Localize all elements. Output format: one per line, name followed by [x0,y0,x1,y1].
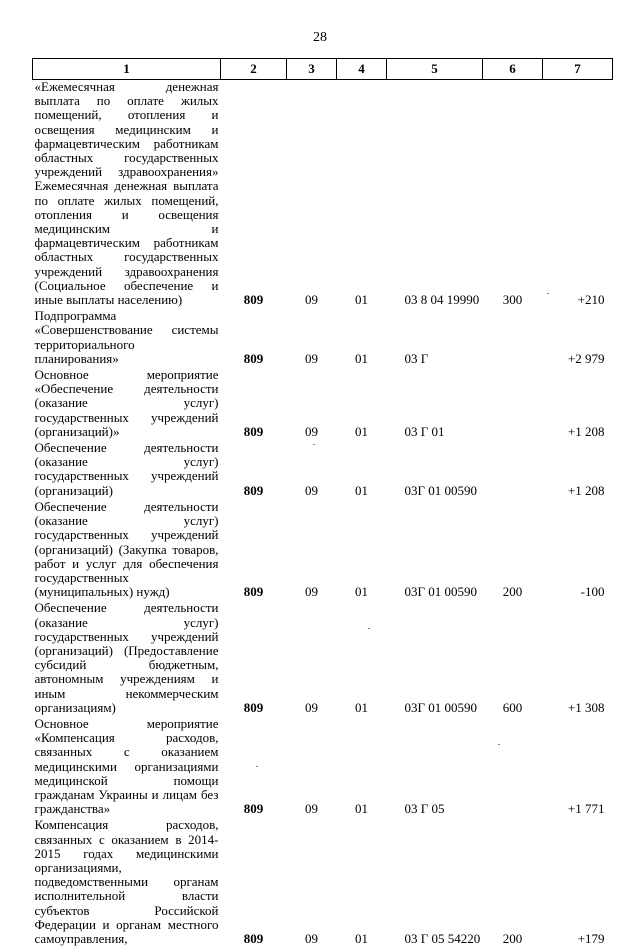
table-row [33,441,613,500]
ministry-code: 809 [243,423,264,439]
header-col-4: 4 [337,59,387,80]
table-row [33,601,613,717]
scan-speck [313,444,315,445]
amount: +1 771 [567,801,605,817]
header-row [33,59,613,80]
scan-speck [368,628,370,629]
expense-type-code [483,368,543,441]
section-code: 09 [305,350,318,366]
section-code: 09 [305,292,318,308]
table-row [33,500,613,601]
ministry-code: 809 [243,292,264,308]
target-code: 03 Г 05 54220 [404,930,481,946]
page-number: 28 [313,30,327,45]
row-description: Основное мероприятие «Обеспечение деятельности (оказание услуг) государственных учреждений (организаций)» [34,367,219,439]
table-row [33,80,613,310]
section-code: 09 [305,699,318,715]
target-code: 03Г 01 00590 [404,482,478,498]
expense-type-code [483,309,543,368]
scan-speck [547,293,549,294]
header-col-3: 3 [287,59,337,80]
section-code: 09 [305,423,318,439]
section-code: 09 [305,482,318,498]
scan-speck [498,744,500,745]
budget-table [32,58,613,948]
target-code: 03Г 01 00590 [404,699,478,715]
header-col-5: 5 [387,59,483,80]
target-code: 03 8 04 19990 [404,292,480,308]
row-description: Обеспечение деятельности (оказание услуг) государственных учреждений (организаций) (Закупка товаров, работ и услуг для обеспечения государственных (муниципальных) нужд) [34,498,219,600]
target-code: 03 Г 01 [404,423,445,439]
row-description: Обеспечение деятельности (оказание услуг) государственных учреждений (организаций) (Предоставление субсидий бюджетным, автономным учреждениям и иным некоммерческим организациям) [34,600,219,715]
expense-type-code: 200 [502,930,523,946]
section-code: 09 [305,801,318,817]
subsection-code: 01 [355,292,368,308]
target-code: 03Г 01 00590 [404,584,478,600]
section-code: 09 [305,930,318,946]
table-row [33,717,613,818]
subsection-code: 01 [355,699,368,715]
subsection-code: 01 [355,801,368,817]
expense-type-code: 200 [502,584,523,600]
table-row [33,818,613,948]
header-col-1: 1 [33,59,221,80]
target-code: 03 Г [404,350,429,366]
amount: +1 208 [567,482,605,498]
table-row [33,309,613,368]
ministry-code: 809 [243,482,264,498]
row-description: Основное мероприятие «Компенсация расходов, связанных с оказанием медицинскими организациями медицинской помощи гражданам Украины и лицам без гражданства» [34,715,219,817]
amount: +2 979 [567,350,605,366]
expense-type-code: 300 [502,292,523,308]
row-description: «Ежемесячная денежная выплата по оплате жилых помещений, отопления и освещения медицинским и фармацевтическим работникам областных государственных учреждений здравоохранения» Ежемесячная денежная выплата по оплате жилых помещений, отопления и освещения медицинским и фармацевтическим работникам областных государственных учреждений здравоохранения (Социальное обеспечение и иные выплаты населению) [34,79,219,308]
amount: +1 308 [567,699,605,715]
ministry-code: 809 [243,350,264,366]
header-col-2: 2 [221,59,287,80]
row-description: Обеспечение деятельности (оказание услуг) государственных учреждений (организаций) [34,440,219,498]
header-col-6: 6 [483,59,543,80]
ministry-code: 809 [243,930,264,946]
subsection-code: 01 [355,423,368,439]
amount: -100 [580,584,605,600]
subsection-code: 01 [355,584,368,600]
row-description: Компенсация расходов, связанных с оказанием в 2014-2015 годах медицинскими организациями, подведомственными органам исполнительной власти субъектов Российской Федерации и органам местного самоуправления, [34,817,219,946]
subsection-code: 01 [355,350,368,366]
amount: +210 [577,292,605,308]
scan-speck [256,766,258,767]
target-code: 03 Г 05 [404,801,445,817]
amount: +1 208 [567,423,605,439]
ministry-code: 809 [243,801,264,817]
expense-type-code: 600 [502,699,523,715]
amount: +179 [577,930,605,946]
table-row [33,368,613,441]
subsection-code: 01 [355,930,368,946]
row-description: Подпрограмма «Совершенствование системы территориального планирования» [34,308,219,366]
ministry-code: 809 [243,699,264,715]
subsection-code: 01 [355,482,368,498]
expense-type-code [483,717,543,818]
header-col-7: 7 [543,59,613,80]
section-code: 09 [305,584,318,600]
ministry-code: 809 [243,584,264,600]
expense-type-code [483,441,543,500]
